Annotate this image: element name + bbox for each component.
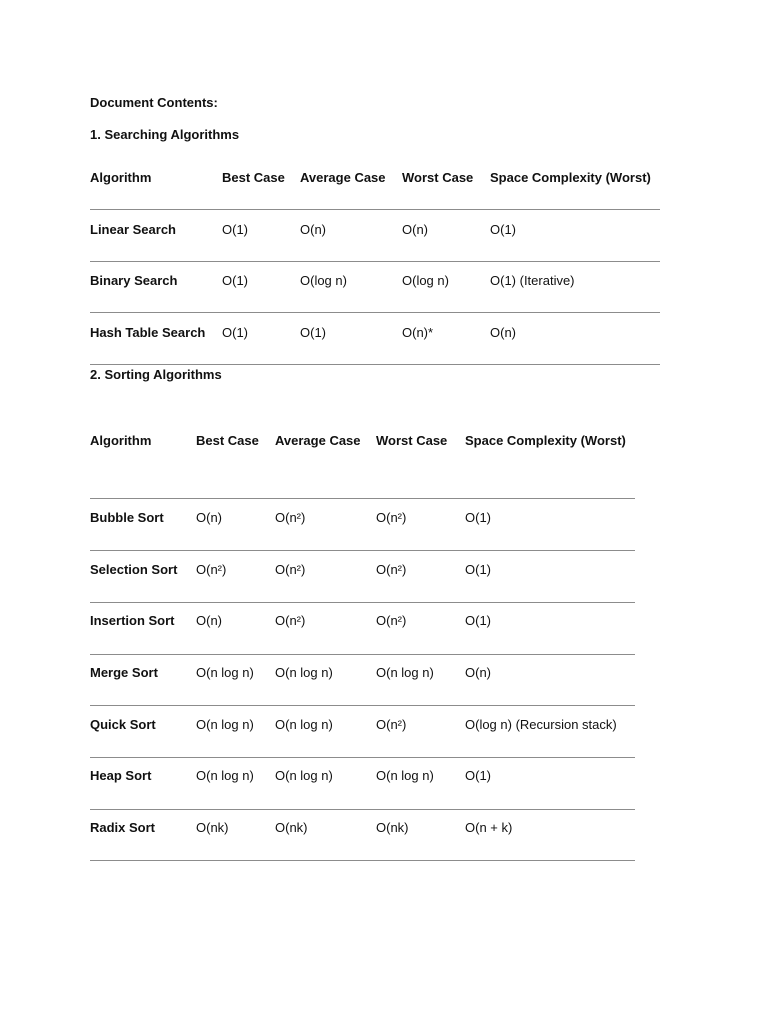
searching-section-heading: 1. Searching Algorithms xyxy=(90,127,240,142)
worst-case-cell: O(n log n) xyxy=(376,665,434,680)
sorting-header-worst-case: Worst Case xyxy=(376,433,448,448)
searching-header-worst-case: Worst Case xyxy=(402,170,474,185)
algorithm-name-cell: Quick Sort xyxy=(90,717,156,732)
sorting-header-best-case: Best Case xyxy=(196,433,259,448)
best-case-cell: O(n) xyxy=(196,613,222,628)
searching-header-space-complexity: Space Complexity (Worst) xyxy=(490,170,651,185)
average-case-cell: O(n log n) xyxy=(275,665,333,680)
worst-case-cell: O(n²) xyxy=(376,613,407,628)
worst-case-cell: O(n) xyxy=(402,222,428,237)
space-complexity-cell: O(log n) (Recursion stack) xyxy=(465,717,617,732)
sorting-row-divider xyxy=(90,498,635,499)
best-case-cell: O(1) xyxy=(222,222,248,237)
searching-header-algorithm: Algorithm xyxy=(90,170,152,185)
best-case-cell: O(n) xyxy=(196,510,222,525)
best-case-cell: O(1) xyxy=(222,273,248,288)
average-case-cell: O(log n) xyxy=(300,273,347,288)
sorting-section-heading: 2. Sorting Algorithms xyxy=(90,367,222,382)
average-case-cell: O(nk) xyxy=(275,820,308,835)
algorithm-name-cell: Hash Table Search xyxy=(90,325,206,340)
space-complexity-cell: O(1) (Iterative) xyxy=(490,273,575,288)
space-complexity-cell: O(1) xyxy=(465,613,491,628)
sorting-row-divider xyxy=(90,809,635,810)
worst-case-cell: O(n²) xyxy=(376,510,407,525)
space-complexity-cell: O(1) xyxy=(490,222,516,237)
best-case-cell: O(n²) xyxy=(196,562,227,577)
worst-case-cell: O(nk) xyxy=(376,820,409,835)
algorithm-name-cell: Heap Sort xyxy=(90,768,152,783)
space-complexity-cell: O(1) xyxy=(465,768,491,783)
space-complexity-cell: O(n + k) xyxy=(465,820,513,835)
space-complexity-cell: O(1) xyxy=(465,510,491,525)
best-case-cell: O(1) xyxy=(222,325,248,340)
algorithm-name-cell: Bubble Sort xyxy=(90,510,164,525)
worst-case-cell: O(log n) xyxy=(402,273,449,288)
searching-row-divider xyxy=(90,209,660,210)
sorting-row-divider xyxy=(90,860,635,861)
best-case-cell: O(nk) xyxy=(196,820,229,835)
average-case-cell: O(n log n) xyxy=(275,717,333,732)
searching-header-average-case: Average Case xyxy=(300,170,386,185)
best-case-cell: O(n log n) xyxy=(196,717,254,732)
worst-case-cell: O(n log n) xyxy=(376,768,434,783)
average-case-cell: O(n²) xyxy=(275,613,306,628)
sorting-row-divider xyxy=(90,602,635,603)
best-case-cell: O(n log n) xyxy=(196,768,254,783)
average-case-cell: O(n log n) xyxy=(275,768,333,783)
searching-row-divider xyxy=(90,364,660,365)
sorting-row-divider xyxy=(90,654,635,655)
sorting-row-divider xyxy=(90,757,635,758)
algorithm-name-cell: Selection Sort xyxy=(90,562,178,577)
sorting-header-algorithm: Algorithm xyxy=(90,433,152,448)
algorithm-name-cell: Linear Search xyxy=(90,222,176,237)
algorithm-name-cell: Insertion Sort xyxy=(90,613,175,628)
document-contents-heading: Document Contents: xyxy=(90,95,218,110)
searching-row-divider xyxy=(90,261,660,262)
average-case-cell: O(n²) xyxy=(275,510,306,525)
algorithm-name-cell: Merge Sort xyxy=(90,665,158,680)
sorting-header-average-case: Average Case xyxy=(275,433,361,448)
average-case-cell: O(n²) xyxy=(275,562,306,577)
worst-case-cell: O(n²) xyxy=(376,562,407,577)
average-case-cell: O(n) xyxy=(300,222,326,237)
space-complexity-cell: O(n) xyxy=(465,665,491,680)
sorting-header-space-complexity: Space Complexity (Worst) xyxy=(465,433,626,448)
searching-header-best-case: Best Case xyxy=(222,170,285,185)
best-case-cell: O(n log n) xyxy=(196,665,254,680)
worst-case-cell: O(n)* xyxy=(402,325,434,340)
worst-case-cell: O(n²) xyxy=(376,717,407,732)
searching-row-divider xyxy=(90,312,660,313)
algorithm-name-cell: Radix Sort xyxy=(90,820,156,835)
sorting-row-divider xyxy=(90,705,635,706)
space-complexity-cell: O(n) xyxy=(490,325,516,340)
average-case-cell: O(1) xyxy=(300,325,326,340)
algorithm-name-cell: Binary Search xyxy=(90,273,178,288)
sorting-row-divider xyxy=(90,550,635,551)
space-complexity-cell: O(1) xyxy=(465,562,491,577)
